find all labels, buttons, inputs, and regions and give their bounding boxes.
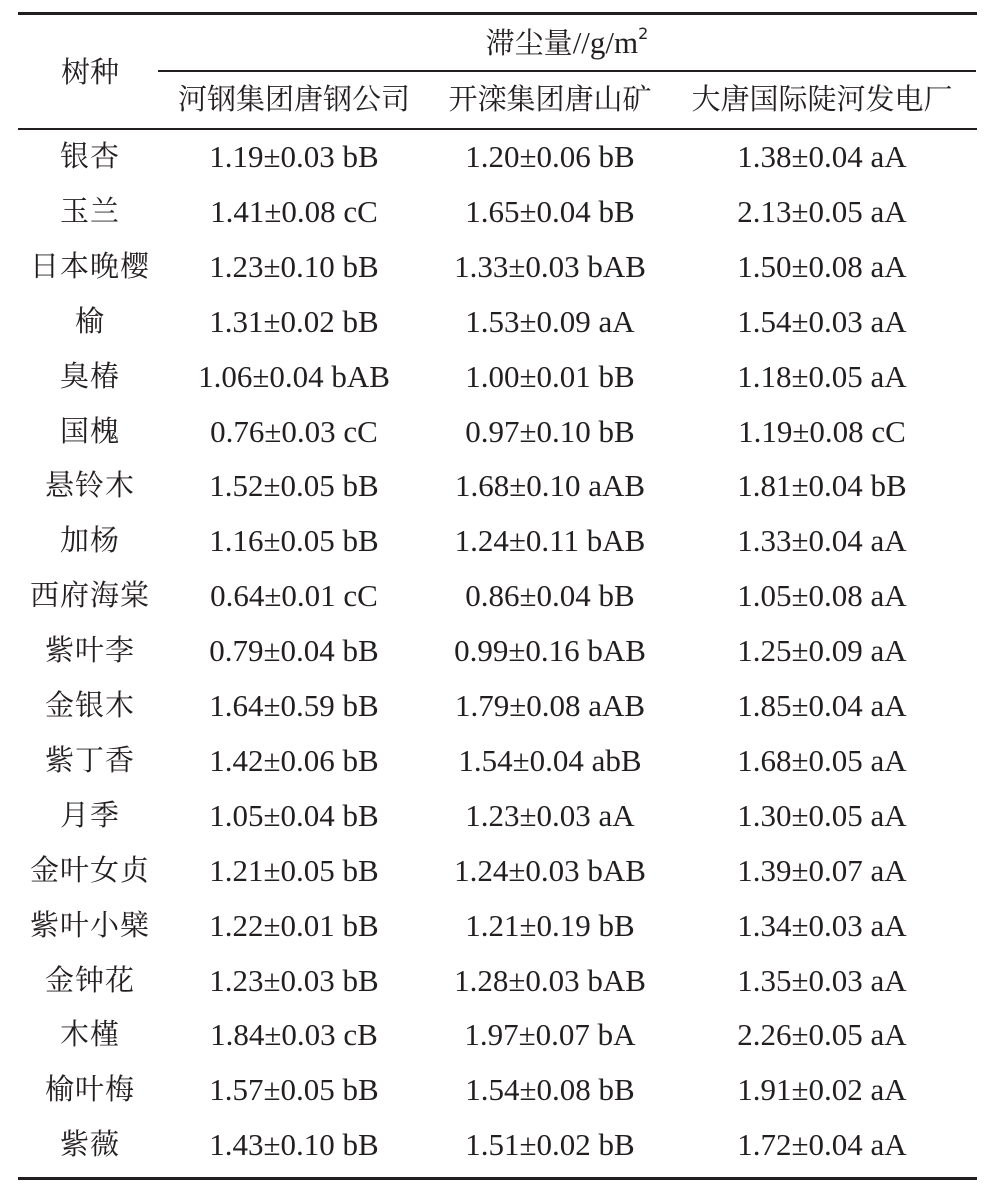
value-cell: 0.99±0.16 bAB (454, 633, 646, 669)
value-cell: 1.54±0.08 bB (465, 1072, 635, 1108)
value-cell: 1.97±0.07 bA (464, 1017, 636, 1053)
group-header-unit-exponent: 2 (638, 24, 649, 43)
value-cell: 1.20±0.06 bB (465, 139, 635, 174)
value-cell: 1.21±0.05 bB (209, 852, 379, 888)
value-cell: 1.53±0.09 aA (465, 303, 635, 339)
value-cell: 1.57±0.05 bB (209, 1072, 379, 1108)
value-cell: 1.43±0.10 bB (209, 1127, 379, 1163)
value-cell: 1.33±0.03 bAB (454, 248, 646, 284)
species-cell: 榆叶梅 (44, 1072, 136, 1107)
species-cell: 日本晚樱 (29, 248, 151, 283)
value-cell: 1.21±0.19 bB (465, 907, 635, 943)
value-cell: 1.68±0.10 aAB (454, 468, 646, 504)
column-header-tangshan-mine: 开滦集团唐山矿 (448, 82, 652, 116)
table-top-rule (18, 12, 977, 15)
value-cell: 0.76±0.03 cC (210, 413, 378, 449)
header-bottom-rule (18, 128, 977, 130)
value-cell: 1.68±0.05 aA (737, 742, 907, 778)
value-cell: 1.16±0.05 bB (209, 523, 379, 559)
group-header-unit: //g/m (572, 25, 639, 60)
group-header-dust-retention (486, 26, 649, 58)
value-cell: 1.85±0.04 aA (737, 688, 907, 723)
value-cell: 1.22±0.01 bB (209, 907, 379, 943)
species-cell: 紫薇 (59, 1127, 121, 1162)
value-cell: 1.41±0.08 cC (210, 193, 378, 229)
species-cell: 臭椿 (59, 358, 121, 393)
value-cell: 1.65±0.04 bB (465, 193, 635, 229)
species-cell: 银杏 (59, 139, 121, 173)
species-cell: 木槿 (59, 1017, 121, 1052)
value-cell: 1.19±0.03 bB (209, 139, 379, 174)
value-cell: 1.38±0.04 aA (737, 139, 907, 174)
species-cell: 西府海棠 (29, 578, 151, 613)
species-cell: 榆 (74, 303, 106, 338)
value-cell: 1.81±0.04 bB (737, 468, 907, 504)
species-cell: 月季 (59, 797, 121, 832)
value-cell: 1.72±0.04 aA (737, 1127, 907, 1163)
value-cell: 2.13±0.05 aA (737, 193, 907, 229)
value-cell: 1.34±0.03 aA (737, 907, 907, 943)
table-bottom-rule (18, 1177, 977, 1180)
value-cell: 1.51±0.02 bB (465, 1127, 635, 1163)
species-cell: 金银木 (44, 688, 136, 722)
species-cell: 金叶女贞 (29, 852, 151, 887)
species-cell: 紫丁香 (44, 742, 136, 777)
species-cell: 悬铃木 (44, 468, 136, 503)
column-header-douhe-power-plant: 大唐国际陡河发电厂 (691, 82, 953, 116)
value-cell: 1.91±0.02 aA (737, 1072, 907, 1108)
value-cell: 1.31±0.02 bB (209, 303, 379, 339)
value-cell: 1.50±0.08 aA (737, 248, 907, 284)
value-cell: 1.39±0.07 aA (737, 852, 907, 888)
value-cell: 0.86±0.04 bB (465, 578, 635, 614)
value-cell: 1.33±0.04 aA (737, 523, 907, 559)
group-header-label: 滞尘量 (485, 26, 573, 60)
value-cell: 1.42±0.06 bB (209, 742, 379, 778)
species-cell: 紫叶李 (44, 633, 136, 668)
species-cell: 紫叶小檗 (29, 907, 151, 942)
value-cell: 1.64±0.59 bB (209, 688, 379, 723)
species-cell: 玉兰 (59, 193, 121, 228)
species-cell: 加杨 (59, 523, 121, 558)
value-cell: 1.05±0.08 aA (737, 578, 907, 614)
value-cell: 0.79±0.04 bB (209, 633, 379, 669)
species-cell: 国槐 (59, 413, 121, 448)
value-cell: 1.52±0.05 bB (209, 468, 379, 504)
value-cell: 0.97±0.10 bB (465, 413, 635, 449)
value-cell: 1.25±0.09 aA (737, 633, 907, 669)
value-cell: 1.23±0.03 aA (465, 797, 635, 833)
value-cell: 2.26±0.05 aA (737, 1017, 907, 1053)
value-cell: 1.84±0.03 cB (210, 1017, 378, 1053)
value-cell: 1.06±0.04 bAB (198, 358, 390, 394)
value-cell: 1.28±0.03 bAB (454, 962, 646, 998)
value-cell: 1.00±0.01 bB (465, 358, 635, 394)
value-cell: 1.05±0.04 bB (209, 797, 379, 833)
value-cell: 1.30±0.05 aA (737, 797, 907, 833)
value-cell: 1.19±0.08 cC (738, 413, 906, 449)
group-header-rule (158, 70, 976, 72)
value-cell: 1.23±0.10 bB (209, 248, 379, 284)
value-cell: 1.35±0.03 aA (737, 962, 907, 998)
column-header-tanggang: 河钢集团唐钢公司 (177, 82, 411, 116)
value-cell: 1.54±0.04 abB (458, 742, 642, 778)
value-cell: 1.24±0.11 bAB (454, 523, 646, 559)
value-cell: 1.24±0.03 bAB (454, 852, 646, 888)
row-header-species: 树种 (60, 55, 120, 89)
value-cell: 1.79±0.08 aAB (454, 688, 646, 723)
value-cell: 1.18±0.05 aA (737, 358, 907, 394)
species-cell: 金钟花 (44, 962, 136, 997)
value-cell: 0.64±0.01 cC (210, 578, 378, 614)
value-cell: 1.54±0.03 aA (737, 303, 907, 339)
value-cell: 1.23±0.03 bB (209, 962, 379, 998)
